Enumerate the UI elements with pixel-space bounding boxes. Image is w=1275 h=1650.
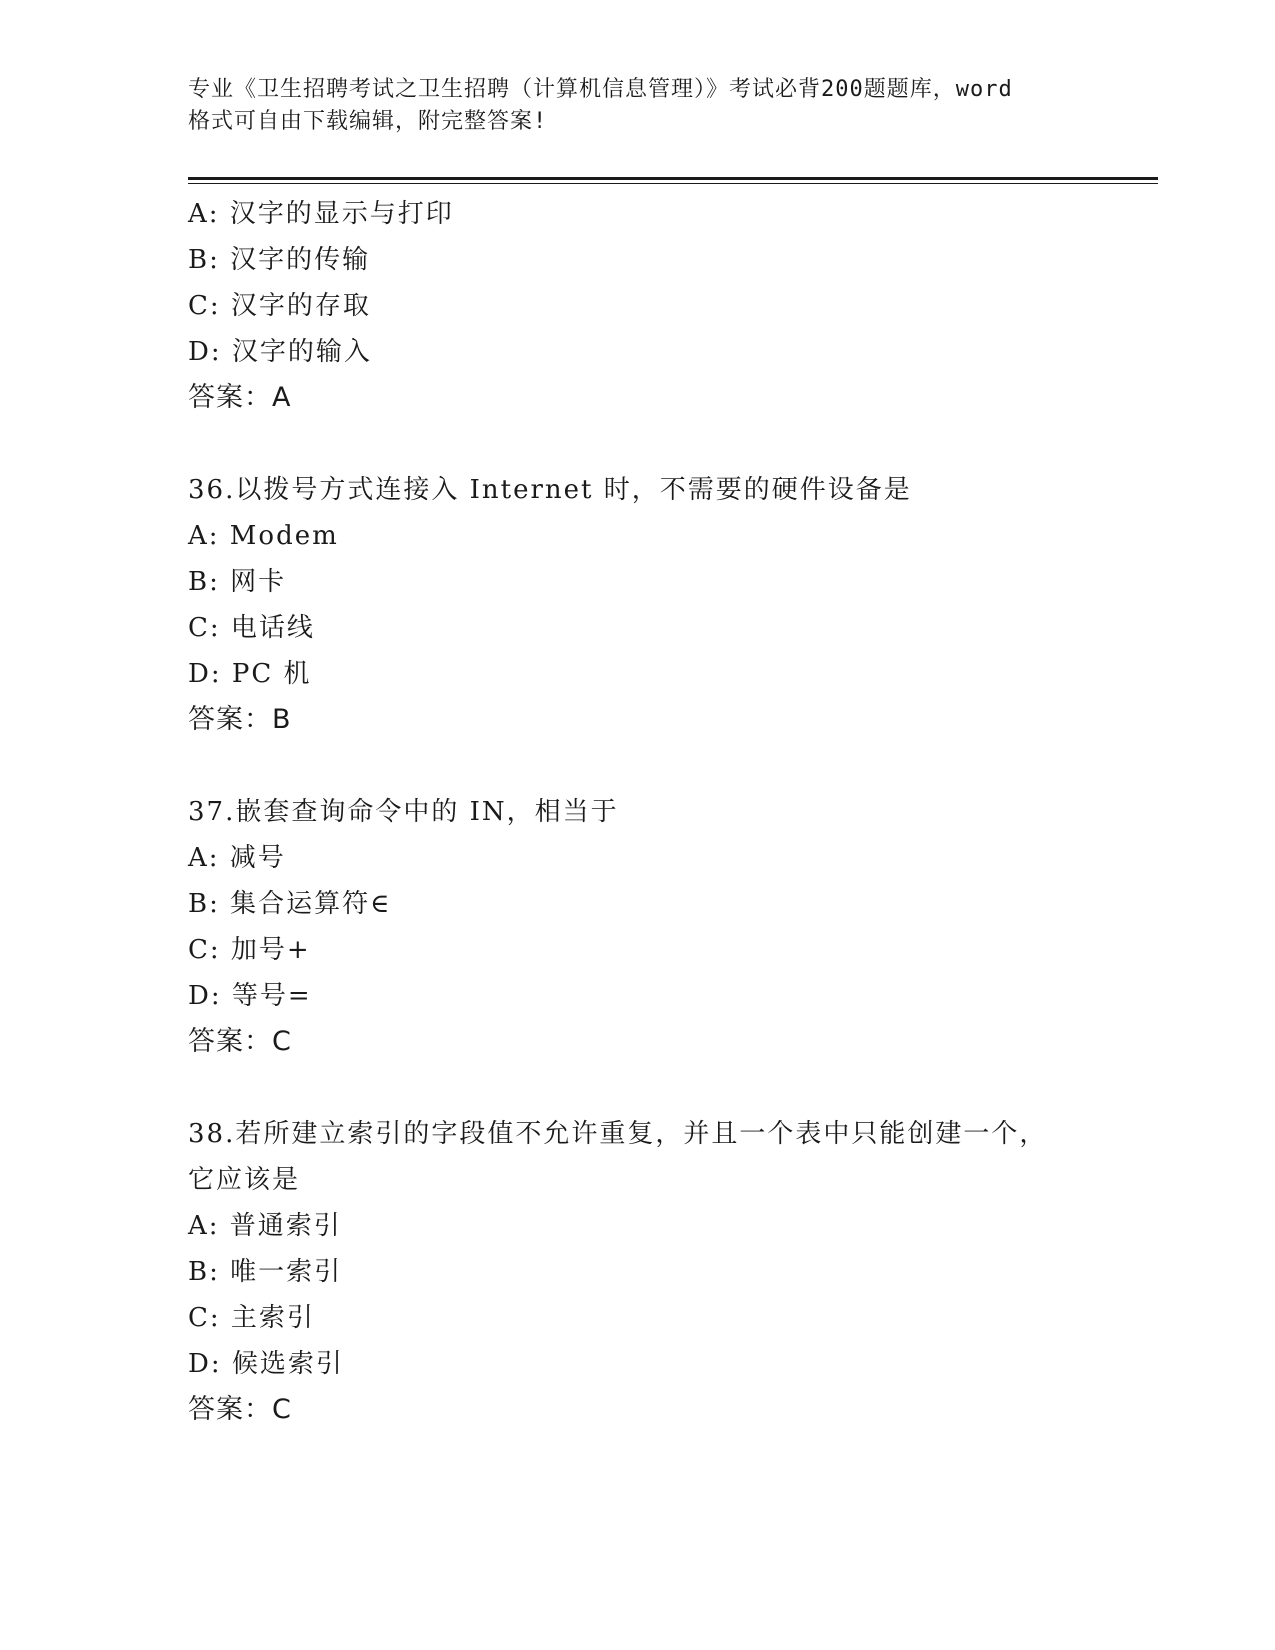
question-stem: 37.嵌套查询命令中的 IN，相当于 (188, 797, 619, 827)
question-stem-line-2: 它应该是 (188, 1165, 301, 1195)
spacer (188, 421, 1158, 467)
option-c: C: 汉字的存取 (188, 291, 371, 321)
option-c: C: 电话线 (188, 613, 315, 643)
answer: 答案：A (188, 382, 292, 413)
option-c: C: 加号+ (188, 935, 311, 965)
answer: 答案：C (188, 1026, 292, 1057)
spacer (188, 743, 1158, 789)
header-divider-thin (188, 183, 1158, 184)
option-b: B: 汉字的传输 (188, 245, 371, 275)
question-list (188, 191, 1158, 1433)
question-36 (188, 467, 1158, 743)
spacer (188, 1065, 1158, 1111)
option-a: A: 减号 (188, 843, 286, 873)
question-stem-line-1: 38.若所建立索引的字段值不允许重复，并且一个表中只能创建一个， (188, 1119, 1048, 1149)
header-line-1: 专业《卫生招聘考试之卫生招聘（计算机信息管理）》考试必背200题题库，word (188, 77, 1013, 102)
question-37 (188, 789, 1158, 1065)
option-a: A: Modem (188, 521, 339, 551)
question-38 (188, 1111, 1158, 1433)
answer: 答案：B (188, 704, 292, 735)
option-b: B: 唯一索引 (188, 1257, 343, 1287)
option-b: B: 网卡 (188, 567, 287, 597)
option-b: B: 集合运算符∈ (188, 889, 392, 919)
answer: 答案：C (188, 1394, 292, 1425)
option-d: D: 候选索引 (188, 1349, 344, 1379)
header-divider-thick (188, 177, 1158, 180)
option-a: A: 普通索引 (188, 1211, 342, 1241)
header-line-2: 格式可自由下载编辑，附完整答案! (188, 109, 548, 134)
option-d: D: 汉字的输入 (188, 337, 372, 367)
option-d: D: 等号= (188, 981, 312, 1011)
question-stem: 36.以拨号方式连接入 Internet 时，不需要的硬件设备是 (188, 475, 912, 505)
document-header (188, 74, 1088, 138)
option-c: C: 主索引 (188, 1303, 315, 1333)
option-a: A: 汉字的显示与打印 (188, 199, 454, 229)
question-35-continued (188, 191, 1158, 421)
option-d: D: PC 机 (188, 659, 312, 689)
